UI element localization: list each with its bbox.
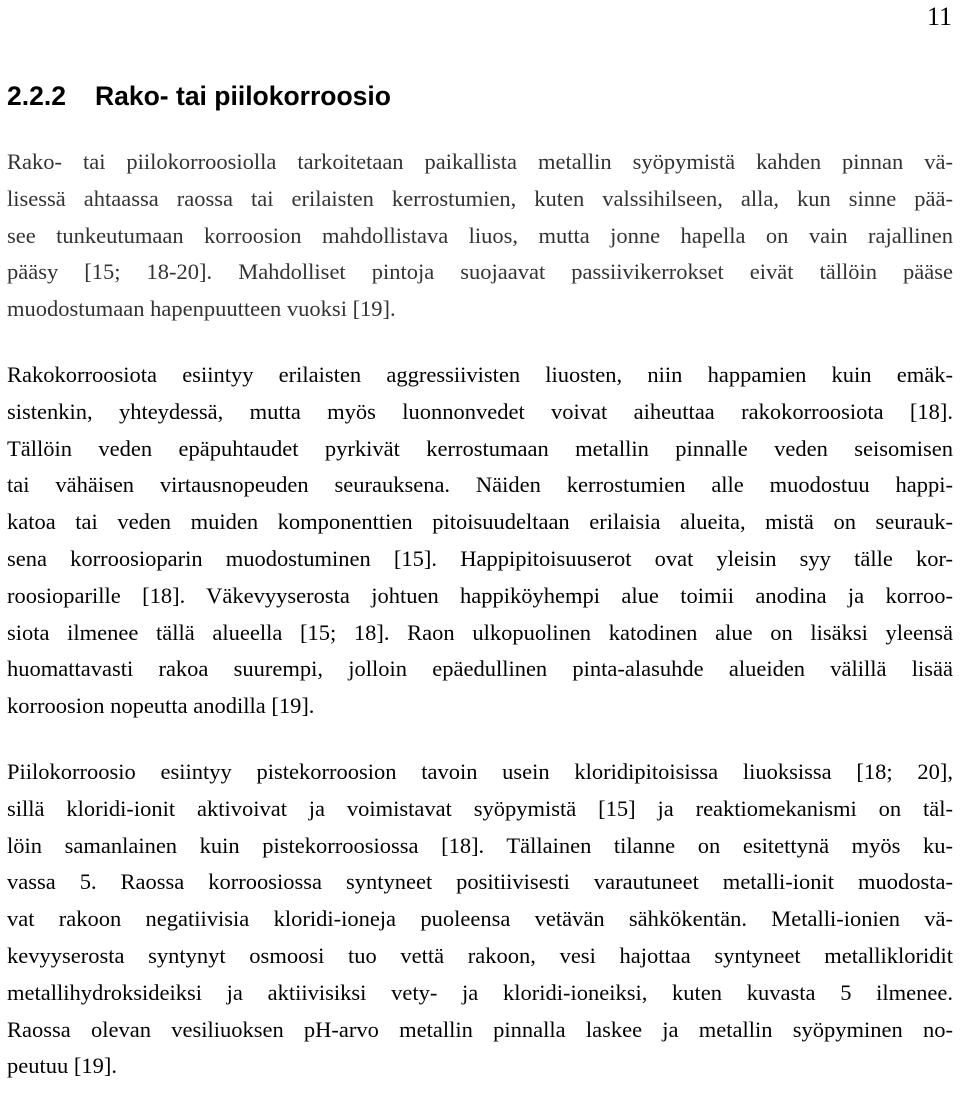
text-line: löin samanlainen kuin pistekorroosiossa [18]. Tällainen tilanne on esitettynä myös ku- [7, 832, 953, 858]
text-line: Tällöin veden epäpuhtaudet pyrkivät kerrostumaan metallin pinnalle veden seisomisen [7, 435, 953, 461]
text-line: Rakokorroosiota esiintyy erilaisten aggressiivisten liuosten, niin happamien kuin emäk- [7, 362, 953, 387]
text-line: vassa 5. Raossa korroosiossa syntyneet positiivisesti varautuneet metalli-ionit muodosta- [7, 869, 953, 895]
text-line: kevyyserosta syntynyt osmoosi tuo vettä rakoon, vesi hajottaa syntyneet metallikloridit [7, 942, 953, 968]
page-number: 11 [926, 2, 952, 31]
text-line: huomattavasti rakoa suurempi, jolloin epäedullinen pinta-alasuhde alueiden välillä lisää [7, 656, 953, 682]
text-line: vat rakoon negatiivisia kloridi-ioneja puoleensa vetävän sähkökentän. Metalli-ionien vä- [7, 906, 953, 932]
text-line: sena korroosioparin muodostuminen [15]. Happipitoisuuserot ovat yleisin syy tälle kor- [7, 545, 953, 571]
text-line: sillä kloridi-ionit aktivoivat ja voimistavat syöpymistä [15] ja reaktiomekanismi on täl- [7, 795, 953, 821]
text-line: pääsy [15; 18-20]. Mahdolliset pintoja suojaavat passiivikerrokset eivät tällöin pääse [7, 259, 953, 285]
text-line: tai vähäisen virtausnopeuden seurauksena. Näiden kerrostumien alle muodostuu happi- [7, 472, 953, 498]
text-line: muodostumaan hapenpuutteen vuoksi [19]. [7, 296, 396, 322]
paragraph-1 [7, 144, 953, 328]
text-line: peutuu [19]. [7, 1053, 117, 1079]
text-line: Raossa olevan vesiliuoksen pH-arvo metallin pinnalla laskee ja metallin syöpyminen no- [7, 1016, 953, 1042]
text-line: korroosion nopeutta anodilla [19]. [7, 693, 315, 719]
text-line: lisessä ahtaassa raossa tai erilaisten kerrostumien, kuten valssihilseen, alla, kun sinne pää- [7, 185, 953, 211]
paragraph-3 [7, 754, 953, 1085]
text-line: sistenkin, yhteydessä, mutta myös luonnonvedet voivat aiheuttaa rakokorroosiota [18]. [7, 398, 953, 424]
section-heading [7, 78, 391, 114]
text-line: katoa tai veden muiden komponenttien pitoisuudeltaan erilaisia alueita, mistä on seurauk- [7, 509, 953, 535]
text-line: metallihydroksideiksi ja aktiivisiksi vety- ja kloridi-ioneiksi, kuten kuvasta 5 ilmenee. [7, 979, 953, 1005]
text-line: siota ilmenee tällä alueella [15; 18]. Raon ulkopuolinen katodinen alue on lisäksi yleensä [7, 619, 953, 645]
paragraph-2 [7, 357, 953, 725]
text-line: see tunkeutumaan korroosion mahdollistava liuos, mutta jonne hapella on vain rajallinen [7, 222, 953, 248]
text-line: roosioparille [18]. Väkevyyserosta johtuen happiköyhempi alue toimii anodina ja korroo- [7, 582, 953, 608]
text-line: Piilokorroosio esiintyy pistekorroosion tavoin usein kloridipitoisissa liuoksissa [18; 20], [7, 759, 953, 784]
section-title: Rako- tai piilokorroosio [95, 81, 391, 111]
text-line: Rako- tai piilokorroosiolla tarkoitetaan paikallista metallin syöpymistä kahden pinnan vä- [7, 149, 953, 174]
section-number: 2.2.2 [7, 81, 66, 111]
